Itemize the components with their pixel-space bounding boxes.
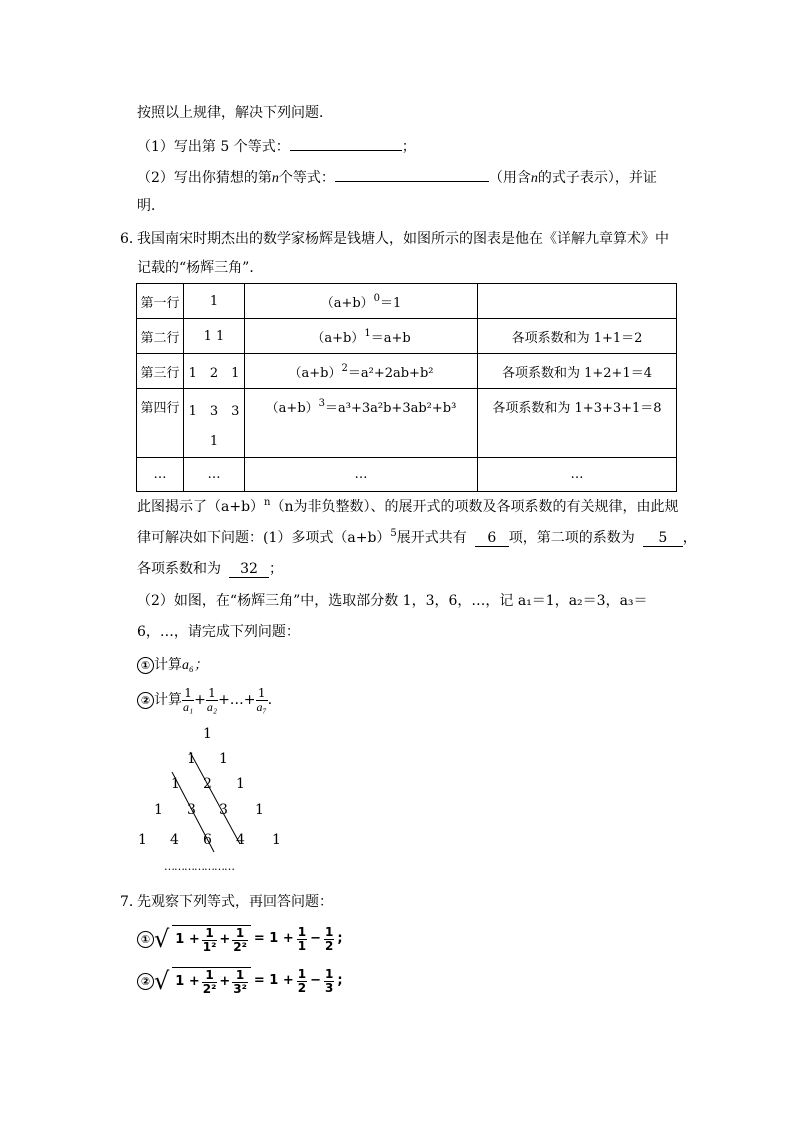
q5-part2: （2）写出你猜想的第n个等式： （用含n的式子表示），并证: [137, 166, 657, 189]
table-row: [137, 458, 677, 492]
q6-para1: 此图揭示了$(a+b)^n(n$为非负整数）、的展开式的项数及各项系数的有关规律，由此规: [137, 497, 679, 515]
row-expansion: $(a+b)^1=a+b$: [245, 319, 478, 354]
row-label: 第三行: [137, 354, 184, 389]
tri-num: 6: [203, 832, 212, 848]
tri-num: 3: [219, 802, 228, 818]
tri-num: 1: [272, 832, 281, 848]
q6-para3: 各项系数和为 32 ；: [137, 561, 283, 577]
row-coef: 1 2 1: [184, 354, 245, 389]
answer-term-count[interactable]: 6: [475, 530, 509, 547]
circled-one-icon: ①: [137, 657, 154, 674]
tri-num: 1: [203, 726, 212, 742]
q7-number: 7．: [120, 894, 143, 910]
yanghui-triangle-figure: [130, 722, 290, 882]
row-label: 第一行: [137, 284, 184, 319]
table-row: [137, 389, 677, 458]
row-label: …: [137, 458, 184, 492]
subq-1: ① 计算a₆；: [137, 655, 208, 676]
answer-blank[interactable]: [335, 166, 489, 182]
q6-para5: 6，…，请完成下列问题：: [137, 624, 300, 640]
q7-eq2: ② √ 1 + $\frac{1}{\text{2²}}$ + $\frac{1}{\text{3²}}$ = 1 + $\frac{1}{2}$ − $\frac{1}{3}$ ;: [137, 960, 343, 1002]
circled-one-icon: ①: [137, 931, 154, 948]
row-sum: [478, 284, 677, 319]
tri-num: 1: [236, 776, 245, 792]
row-expansion: $(a+b)^0=1$: [245, 284, 478, 319]
tri-num: 4: [236, 832, 245, 848]
intro-text: 按照以上规律，解决下列问题．: [137, 105, 333, 121]
answer-coef-sum[interactable]: 32: [229, 561, 269, 578]
table-row: [137, 319, 677, 354]
q7-eq1: ① √ 1 + $\frac{1}{\text{1²}}$ + $\frac{1}{\text{2²}}$ = 1 + $\frac{1}{1}$ − $\frac{1}{2}$ ;: [137, 918, 343, 960]
circled-two-icon: ②: [137, 692, 154, 709]
row-sum: 各项系数和为 1+1＝2: [478, 319, 677, 354]
q6-line2: 记载的“杨辉三角”．: [137, 260, 264, 276]
table-row: [137, 284, 677, 319]
tri-num: 3: [187, 802, 196, 818]
q5-part1: （1）写出第 5 个等式： ；: [137, 135, 416, 157]
row-expansion: …: [245, 458, 478, 492]
tri-num: 1: [187, 751, 196, 767]
answer-blank[interactable]: [290, 135, 402, 151]
tri-num: 1: [219, 751, 228, 767]
row-label: 第二行: [137, 319, 184, 354]
row-expansion: $(a+b)^3=a^3+3a^2b+3ab^2+b^3$: [245, 389, 478, 458]
tri-num: 2: [203, 776, 212, 792]
row-sum: 各项系数和为 1+3+3+1＝8: [478, 389, 677, 458]
answer-second-coef[interactable]: 5: [643, 530, 683, 547]
q6-line1: 我国南宋时期杰出的数学家杨辉是钱塘人，如图所示的图表是他在《详解九章算术》中: [137, 231, 669, 247]
q5-part2-cont: 明．: [137, 198, 165, 214]
row-sum: 各项系数和为 1+2+1＝4: [478, 354, 677, 389]
row-label: 第四行: [137, 389, 184, 458]
tri-num: 1: [138, 832, 147, 848]
tri-num: 1: [154, 802, 163, 818]
tri-num: 1: [171, 776, 180, 792]
q6-para2: 律可解决如下问题：(1）多项式$(a+b)^5$展开式共有 6 项，第二项的系数为 5 ，: [137, 528, 697, 546]
circled-two-icon: ②: [137, 973, 154, 990]
tri-num: 1: [255, 802, 264, 818]
table-row: [137, 354, 677, 389]
row-coef: …: [184, 458, 245, 492]
tri-ellipsis: …………………: [164, 860, 234, 873]
tri-num: 4: [170, 832, 179, 848]
row-expansion: $(a+b)^2=a^2+2ab+b^2$: [245, 354, 478, 389]
row-sum: …: [478, 458, 677, 492]
q6-para4: （2）如图，在“杨辉三角”中，选取部分数 1，3，6，…，记 a₁＝1，a₂＝3，a₃＝: [137, 593, 648, 609]
row-coef: 1 1: [184, 319, 245, 354]
q6-number: 6．: [120, 231, 143, 247]
q7-text: 先观察下列等式，再回答问题：: [137, 894, 333, 910]
row-coef: 1: [184, 284, 245, 319]
subq-2: ② 计算 $\frac{1}{\text{a₁}}$ + $\frac{1}{\text{a₂}}$ +…+ $\frac{1}{\text{a₇}}$ ．: [137, 682, 282, 718]
yanghui-table: [136, 283, 677, 492]
row-coef: 1 3 3 1: [184, 389, 245, 458]
